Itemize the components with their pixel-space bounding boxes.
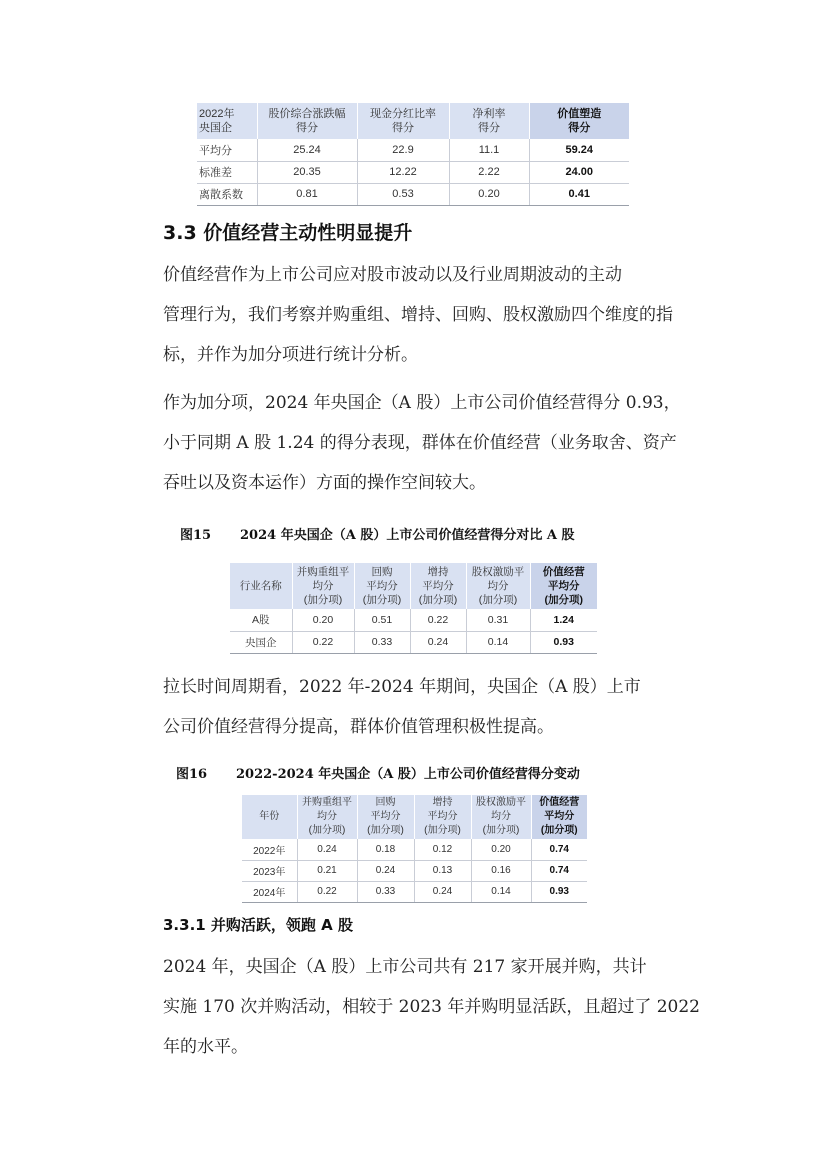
- table-cell: 2.22: [449, 161, 529, 183]
- table-cell: 0.22: [297, 881, 357, 902]
- table-header-cell: 并购重组平 均分 (加分项): [292, 563, 354, 609]
- paragraph-score-comparison: [163, 383, 703, 503]
- table-cell: 平均分: [197, 139, 257, 161]
- paragraph-line: 拉长时间周期看，2022 年-2024 年期间，央国企（A 股）上市: [163, 677, 641, 697]
- paragraph-period-trend: [163, 667, 703, 747]
- table-cell: 0.33: [354, 631, 410, 653]
- table-header-cell: 现金分红比率 得分: [357, 103, 449, 139]
- table-header-cell: 并购重组平 均分 (加分项): [297, 795, 357, 839]
- table-cell: 2024年: [242, 881, 297, 902]
- table-cell: 0.24: [410, 631, 466, 653]
- table-cell: 0.20: [471, 839, 531, 860]
- table-cell: 0.33: [357, 881, 414, 902]
- table-figure16: [242, 795, 587, 903]
- table-header-cell: 股价综合涨跌幅 得分: [257, 103, 357, 139]
- table-row: [197, 183, 629, 205]
- section-heading: 3.3 价值经营主动性明显提升: [163, 222, 413, 244]
- table-header-cell: 价值经营 平均分 (加分项): [530, 563, 597, 609]
- table-header-cell: 价值经营 平均分 (加分项): [531, 795, 587, 839]
- paragraph-line: 公司价值经营得分提高，群体价值管理积极性提高。: [163, 717, 554, 737]
- table-cell: 25.24: [257, 139, 357, 161]
- table-cell: 央国企: [230, 631, 292, 653]
- table-cell: 22.9: [357, 139, 449, 161]
- paragraph-line: 小于同期 A 股 1.24 的得分表现，群体在价值经营（业务取舍、资产: [163, 433, 677, 453]
- table-cell: 0.18: [357, 839, 414, 860]
- paragraph-line: 管理行为，我们考察并购重组、增持、回购、股权激励四个维度的指: [163, 305, 673, 325]
- table-cell: 0.74: [531, 839, 587, 860]
- figure-title: 2022-2024 年央国企（A 股）上市公司价值经营得分变动: [236, 767, 580, 782]
- table-header-cell: 回购 平均分 (加分项): [354, 563, 410, 609]
- table-cell: 0.81: [257, 183, 357, 205]
- table-cell: 1.24: [530, 609, 597, 631]
- table-cell: 11.1: [449, 139, 529, 161]
- table-figure15: [230, 563, 597, 654]
- paragraph-line: 2024 年，央国企（A 股）上市公司共有 217 家开展并购，共计: [163, 957, 647, 977]
- table-cell: 0.22: [292, 631, 354, 653]
- table-cell: 0.51: [354, 609, 410, 631]
- table-cell: 2023年: [242, 860, 297, 881]
- table-row: [230, 631, 597, 653]
- table-header-cell: 股权激励平 均分 (加分项): [466, 563, 530, 609]
- table-value-shaping: [197, 103, 629, 206]
- table-cell: 0.53: [357, 183, 449, 205]
- table-cell: 离散系数: [197, 183, 257, 205]
- figure-caption: [180, 524, 574, 543]
- table-cell: 0.41: [529, 183, 629, 205]
- table-row: [197, 161, 629, 183]
- table-cell: 24.00: [529, 161, 629, 183]
- table-cell: 0.16: [471, 860, 531, 881]
- table-header-cell: 2022年 央国企: [197, 103, 257, 139]
- paragraph-line: 标，并作为加分项进行统计分析。: [163, 345, 418, 365]
- table-cell: 0.74: [531, 860, 587, 881]
- table-row: [230, 609, 597, 631]
- table-header-cell: 增持 平均分 (加分项): [410, 563, 466, 609]
- table-cell: 0.20: [449, 183, 529, 205]
- table-row: [197, 139, 629, 161]
- table-cell: 0.24: [357, 860, 414, 881]
- table-header-cell: 价值塑造 得分: [529, 103, 629, 139]
- table-header-cell: 增持 平均分 (加分项): [414, 795, 471, 839]
- table-row: [242, 860, 587, 881]
- figure-title: 2024 年央国企（A 股）上市公司价值经营得分对比 A 股: [240, 528, 575, 543]
- table-cell: 0.13: [414, 860, 471, 881]
- paragraph-line: 吞吐以及资本运作）方面的操作空间较大。: [163, 473, 486, 493]
- paragraph-line: 年的水平。: [163, 1037, 248, 1057]
- table-cell: 12.22: [357, 161, 449, 183]
- paragraph-ma-activity: [163, 947, 703, 1067]
- paragraph-line: 价值经营作为上市公司应对股市波动以及行业周期波动的主动: [163, 265, 622, 285]
- table-cell: 0.12: [414, 839, 471, 860]
- table-row: [242, 839, 587, 860]
- paragraph-line: 作为加分项，2024 年央国企（A 股）上市公司价值经营得分 0.93，: [163, 393, 681, 413]
- paragraph-value-management-intro: [163, 255, 703, 375]
- table-cell: 0.22: [410, 609, 466, 631]
- table-cell: A股: [230, 609, 292, 631]
- table-cell: 0.24: [414, 881, 471, 902]
- table-cell: 0.24: [297, 839, 357, 860]
- table-cell: 0.93: [530, 631, 597, 653]
- subsection-heading: 3.3.1 并购活跃，领跑 A 股: [163, 916, 353, 934]
- table-row: [242, 881, 587, 902]
- figure-number: 图16: [176, 767, 208, 782]
- table-cell: 20.35: [257, 161, 357, 183]
- table-header-cell: 股权激励平 均分 (加分项): [471, 795, 531, 839]
- table-header-cell: 净利率 得分: [449, 103, 529, 139]
- figure-caption: [176, 763, 580, 782]
- figure-number: 图15: [180, 528, 212, 543]
- table-cell: 0.21: [297, 860, 357, 881]
- table-cell: 2022年: [242, 839, 297, 860]
- table-cell: 0.93: [531, 881, 587, 902]
- table-cell: 标准差: [197, 161, 257, 183]
- table-header-cell: 行业名称: [230, 563, 292, 609]
- table-cell: 0.20: [292, 609, 354, 631]
- table-cell: 0.14: [471, 881, 531, 902]
- table-cell: 0.14: [466, 631, 530, 653]
- table-header-cell: 年份: [242, 795, 297, 839]
- table-cell: 0.31: [466, 609, 530, 631]
- table-header-cell: 回购 平均分 (加分项): [357, 795, 414, 839]
- table-cell: 59.24: [529, 139, 629, 161]
- paragraph-line: 实施 170 次并购活动，相较于 2023 年并购明显活跃，且超过了 2022: [163, 997, 700, 1017]
